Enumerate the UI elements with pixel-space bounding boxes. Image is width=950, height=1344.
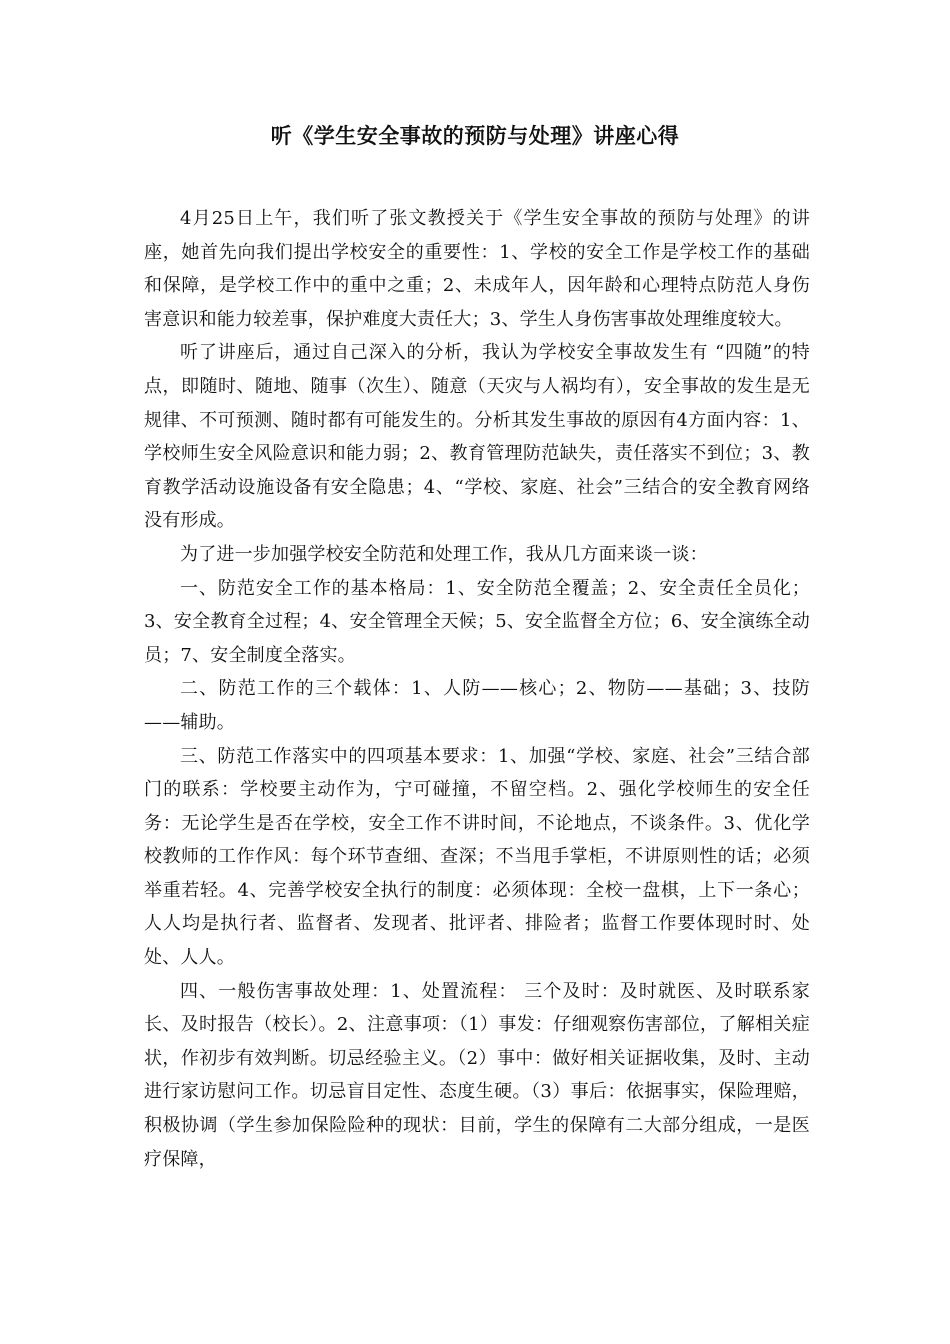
paragraph-section-1: 一、防范安全工作的基本格局：1、安全防范全覆盖；2、安全责任全员化；3、安全教育全过程；4、安全管理全天候；5、安全监督全方位；6、安全演练全动员；7、安全制度全落实。 [144,577,810,666]
paragraph-analysis: 听了讲座后，通过自己深入的分析，我认为学校安全事故发生有 “四随”的特点，即随时、随地、随事（次生）、随意（天灾与人祸均有），安全事故的发生是无规律、不可预测、随时都有可能发生的。分析其发生事故的原因有4方面内容：1、学校师生安全风险意识和能力弱；2、教育管理防范缺失，责任落实不到位；3、教育教学活动设施设备有安全隐患；4、“学校、家庭、社会”三结合的安全教育网络没有形成。 [144,342,810,532]
paragraph-section-4: 四、一般伤害事故处理：1、处置流程： 三个及时：及时就医、及时联系家长、及时报告（校长）。2、注意事项：（1）事发：仔细观察伤害部位，了解相关症状，作初步有效判断。切忌经验主义。（2）事中：做好相关证据收集，及时、主动进行家访慰问工作。切忌盲目定性、态度生硬。（3）事后：依据事实，保险理赔，积极协调（学生参加保险险种的现状：目前，学生的保障有二大部分组成，一是医疗保障， [144,980,810,1170]
paragraph-section-3: 三、防范工作落实中的四项基本要求：1、加强“学校、家庭、社会”三结合部门的联系：学校要主动作为，宁可碰撞，不留空档。2、强化学校师生的安全任务：无论学生是否在学校，安全工作不讲时间，不论地点，不谈条件。3、优化学校教师的工作作风：每个环节查细、查深；不当甩手掌柜，不讲原则性的话；必须举重若轻。4、完善学校安全执行的制度：必须体现：全校一盘棋，上下一条心；人人均是执行者、监督者、发现者、批评者、排险者；监督工作要体现时时、处处、人人。 [144,745,810,969]
document-title: 听《学生安全事故的预防与处理》讲座心得 [270,123,680,148]
paragraph-transition: 为了进一步加强学校安全防范和处理工作，我从几方面来谈一谈： [180,543,708,565]
paragraph-intro: 4月25日上午，我们听了张文教授关于《学生安全事故的预防与处理》的讲座，她首先向我们提出学校安全的重要性：1、学校的安全工作是学校工作的基础和保障，是学校工作中的重中之重；2、未成年人，因年龄和心理特点防范人身伤害意识和能力较差事，保护难度大责任大；3、学生人身伤害事故处理维度较大。 [144,208,810,330]
document-body [144,202,810,1176]
paragraph-section-2: 二、防范工作的三个载体：1、人防——核心；2、物防——基础；3、技防——辅助。 [144,678,810,733]
